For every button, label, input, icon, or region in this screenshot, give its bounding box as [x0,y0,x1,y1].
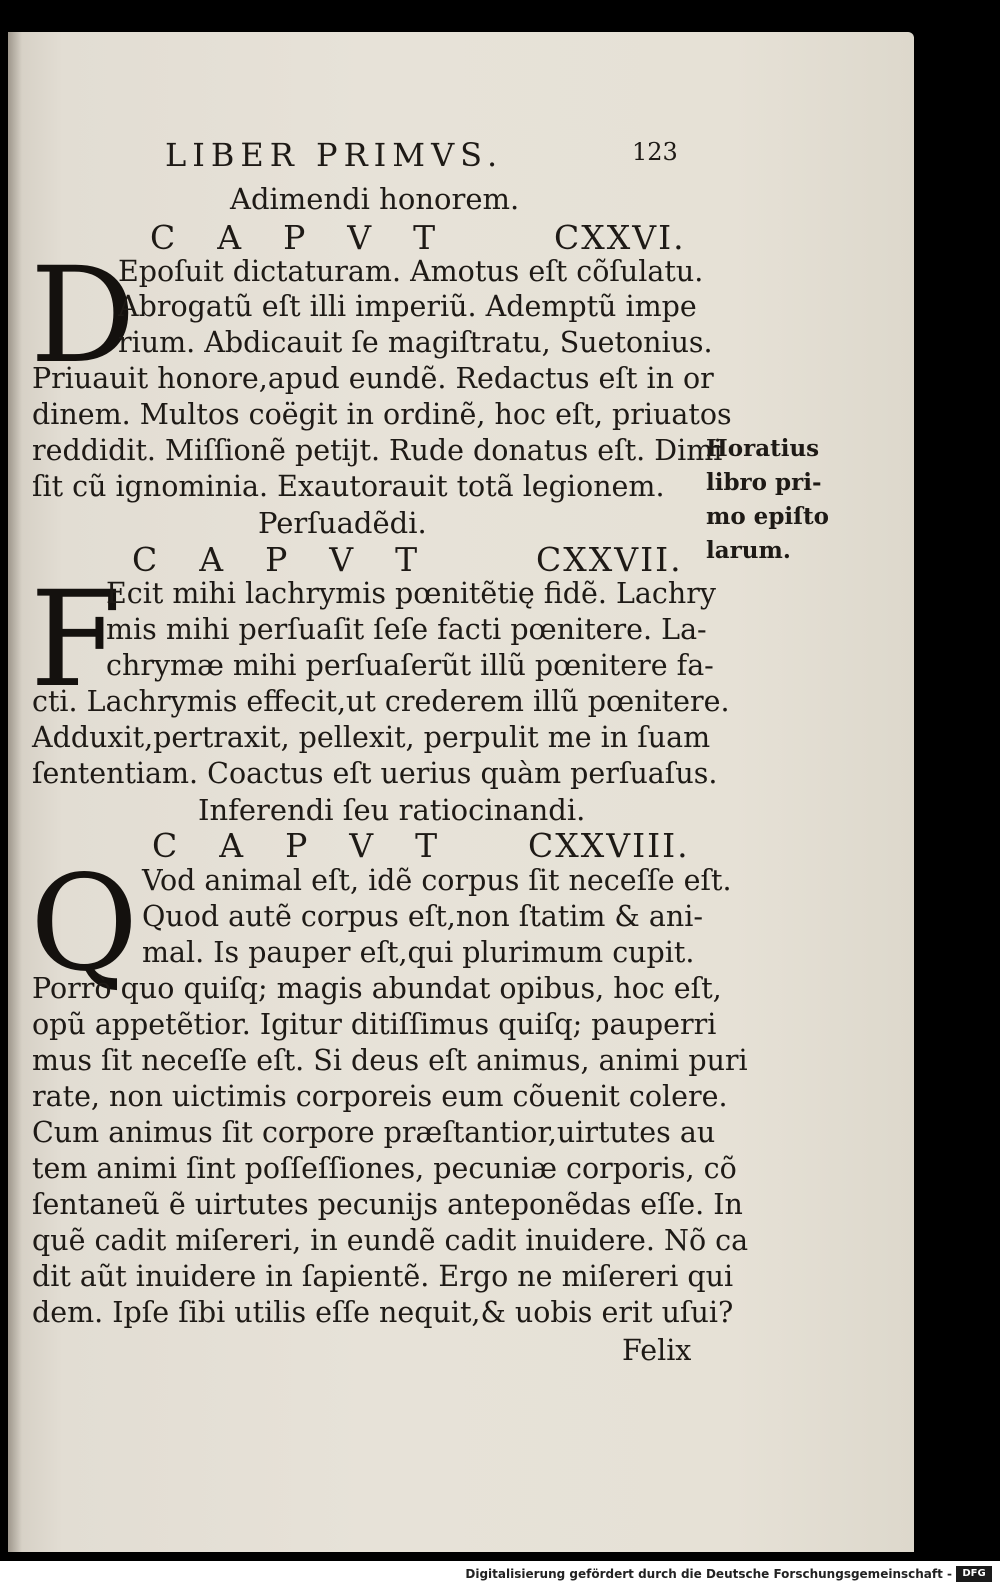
running-head: LIBER PRIMVS. [165,136,504,174]
catchword: Felix [622,1334,692,1367]
drop-capital: F [30,563,122,717]
text-line: Cum animus ſit corpore præſtantior,uirtutes au [32,1116,716,1149]
text-line: opũ appetẽtior. Igitur ditiſſimus quiſq; pauperri [32,1008,717,1041]
dfg-logo: DFG [956,1566,992,1582]
text-line: ſentaneũ ẽ uirtutes pecunijs anteponẽdas eſſe. In [32,1188,743,1221]
page-number: 123 [632,138,678,166]
drop-capital: D [30,239,136,393]
chapter-word: CAPVT [152,826,480,865]
text-line: Quod autẽ corpus eſt,non ſtatim & ani- [142,900,703,933]
section-title: Perſuadẽdi. [258,506,427,540]
chapter-word: CAPVT [132,540,460,579]
marginal-note [706,432,829,568]
marginal-note-line: libro pri- [706,469,822,496]
chapter-word: CAPVT [150,218,478,257]
text-line: dit aũt inuidere in ſapientẽ. Ergo ne miſereri qui [32,1260,734,1293]
chapter-heading [152,826,712,866]
text-line: Epoſuit dictaturam. Amotus eſt cõſulatu. [118,255,704,288]
text-line: quẽ cadit miſereri, in eundẽ cadit inuidere. Nõ ca [32,1224,749,1257]
chapter-heading [150,218,690,258]
digitization-credit: Digitalisierung gefördert durch die Deutsche Forschungsgemeinschaft - [465,1567,952,1581]
section-title: Adimendi honorem. [230,182,520,216]
text-line: Adduxit,pertraxit, pellexit, perpulit me in ſuam [32,721,711,754]
text-line: Abrogatũ eſt illi imperiũ. Ademptũ impe [118,290,697,323]
gutter-shadow [8,32,22,1552]
text-line: rium. Abdicauit ſe magiſtratu, Suetonius. [118,326,713,359]
text-line: reddidit. Miſſionẽ petijt. Rude donatus eſt. Dimi [32,434,723,467]
marginal-note-line: mo epiſto [706,503,829,530]
chapter-number: CXXVIII. [528,826,690,865]
chapter-heading [132,540,692,580]
text-line: tem animi ſint poſſeſſiones, pecuniæ corporis, cõ [32,1152,737,1185]
text-line: Vod animal eſt, idẽ corpus ſit neceſſe eſt. [142,864,732,897]
text-line: ſit cũ ignominia. Exautorauit totã legionem. [32,470,665,503]
text-line: mal. Is pauper eſt,qui plurimum cupit. [142,936,695,969]
text-line: dem. Ipſe ſibi utilis eſſe nequit,& uobis erit uſui? [32,1296,734,1329]
marginal-note-line: Horatius [706,435,820,462]
chapter-number: CXXVI. [554,218,686,257]
footer-bar [0,1561,1000,1589]
text-line: rate, non uictimis corporeis eum cõuenit colere. [32,1080,728,1113]
text-line: chrymæ mihi perſuaſerũt illũ pœnitere fa- [106,649,714,682]
text-line: dinem. Multos coëgit in ordinẽ, hoc eſt, priuatos [32,398,732,431]
text-line: ſententiam. Coactus eſt uerius quàm perſuaſus. [32,757,718,790]
text-line: Priuauit honore,apud eundẽ. Redactus eſt in or [32,362,714,395]
marginal-note-line: larum. [706,537,791,564]
text-line: Porrò quo quiſq; magis abundat opibus, hoc eſt, [32,972,722,1005]
chapter-number: CXXVII. [536,540,683,579]
text-line: cti. Lachrymis effecit,ut crederem illũ pœnitere. [32,685,730,718]
text-line: mus ſit neceſſe eſt. Si deus eſt animus, animi puri [32,1044,748,1077]
text-line: mis mihi perſuaſit ſeſe facti pœnitere. La- [106,613,707,646]
section-title: Inferendi ſeu ratiocinandi. [198,793,586,827]
text-line: Ecit mihi lachrymis pœnitẽtię fidẽ. Lachry [106,577,716,610]
drop-capital: Q [30,847,139,1001]
